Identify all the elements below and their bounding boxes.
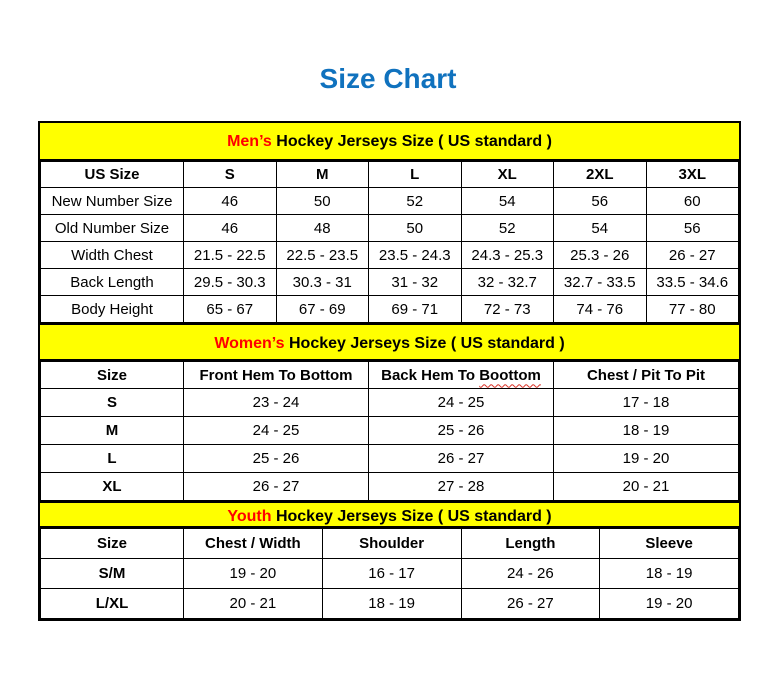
- size-value-cell: 24.3 - 25.3: [461, 242, 554, 269]
- table-row: [41, 559, 739, 589]
- mens-section-highlight: Men’s: [227, 133, 272, 150]
- size-value-cell: 20 - 21: [554, 473, 739, 501]
- youth-section-highlight: Youth: [227, 508, 272, 525]
- table-header-row: [41, 362, 739, 389]
- table-row: [41, 269, 739, 296]
- table-header-row: [41, 529, 739, 559]
- size-value-cell: 69 - 71: [369, 296, 462, 323]
- row-label: XL: [41, 473, 184, 501]
- table-row: [41, 445, 739, 473]
- youth-section-title-rest: Hockey Jerseys Size ( US standard ): [271, 508, 552, 525]
- size-value-cell: 56: [646, 215, 739, 242]
- col-header-size: Size: [41, 529, 184, 559]
- youth-size-table: [40, 528, 739, 619]
- row-label: S: [41, 389, 184, 417]
- size-value-cell: 67 - 69: [276, 296, 369, 323]
- size-value-cell: 19 - 20: [184, 559, 323, 589]
- row-label: Old Number Size: [41, 215, 184, 242]
- size-value-cell: 77 - 80: [646, 296, 739, 323]
- mens-section-title-rest: Hockey Jerseys Size ( US standard ): [271, 133, 552, 150]
- size-value-cell: 29.5 - 30.3: [184, 269, 277, 296]
- size-value-cell: 31 - 32: [369, 269, 462, 296]
- size-value-cell: 25 - 26: [184, 445, 369, 473]
- youth-section-band: [40, 501, 739, 528]
- row-label: Width Chest: [41, 242, 184, 269]
- size-value-cell: 25 - 26: [369, 417, 554, 445]
- size-value-cell: 17 - 18: [554, 389, 739, 417]
- size-value-cell: 25.3 - 26: [554, 242, 647, 269]
- size-value-cell: 65 - 67: [184, 296, 277, 323]
- size-value-cell: 56: [554, 188, 647, 215]
- size-value-cell: 18 - 19: [554, 417, 739, 445]
- size-value-cell: 27 - 28: [369, 473, 554, 501]
- table-row: [41, 473, 739, 501]
- table-row: [41, 589, 739, 619]
- col-header-m: M: [276, 162, 369, 188]
- col-header-xl: XL: [461, 162, 554, 188]
- size-value-cell: 60: [646, 188, 739, 215]
- size-value-cell: 32.7 - 33.5: [554, 269, 647, 296]
- row-label: S/M: [41, 559, 184, 589]
- size-value-cell: 23 - 24: [184, 389, 369, 417]
- womens-section-title-rest: Hockey Jerseys Size ( US standard ): [284, 335, 565, 352]
- col-header-chest-width: Chest / Width: [184, 529, 323, 559]
- size-value-cell: 46: [184, 215, 277, 242]
- size-value-cell: 26 - 27: [461, 589, 600, 619]
- size-value-cell: 23.5 - 24.3: [369, 242, 462, 269]
- size-value-cell: 16 - 17: [322, 559, 461, 589]
- size-value-cell: 30.3 - 31: [276, 269, 369, 296]
- size-value-cell: 21.5 - 22.5: [184, 242, 277, 269]
- table-row: [41, 242, 739, 269]
- womens-section-highlight: Women’s: [214, 335, 285, 352]
- size-value-cell: 32 - 32.7: [461, 269, 554, 296]
- col-header-size: Size: [41, 362, 184, 389]
- size-value-cell: 52: [461, 215, 554, 242]
- size-value-cell: 19 - 20: [554, 445, 739, 473]
- size-value-cell: 74 - 76: [554, 296, 647, 323]
- size-value-cell: 24 - 26: [461, 559, 600, 589]
- col-header-back-hem: [369, 362, 554, 389]
- size-value-cell: 26 - 27: [184, 473, 369, 501]
- size-chart-table: [38, 121, 741, 621]
- table-row: [41, 188, 739, 215]
- size-value-cell: 26 - 27: [369, 445, 554, 473]
- col-header-sleeve: Sleeve: [600, 529, 739, 559]
- mens-size-table: [40, 161, 739, 323]
- back-hem-prefix: Back Hem To: [381, 366, 480, 384]
- size-value-cell: 50: [276, 188, 369, 215]
- col-header-us-size: US Size: [41, 162, 184, 188]
- table-header-row: [41, 162, 739, 188]
- col-header-chest-pit: Chest / Pit To Pit: [554, 362, 739, 389]
- size-value-cell: 33.5 - 34.6: [646, 269, 739, 296]
- row-label: Back Length: [41, 269, 184, 296]
- size-value-cell: 20 - 21: [184, 589, 323, 619]
- row-label: L/XL: [41, 589, 184, 619]
- row-label: L: [41, 445, 184, 473]
- size-value-cell: 26 - 27: [646, 242, 739, 269]
- size-value-cell: 54: [554, 215, 647, 242]
- size-value-cell: 52: [369, 188, 462, 215]
- size-value-cell: 72 - 73: [461, 296, 554, 323]
- womens-size-table: [40, 361, 739, 501]
- table-row: [41, 296, 739, 323]
- size-value-cell: 48: [276, 215, 369, 242]
- size-value-cell: 24 - 25: [369, 389, 554, 417]
- col-header-length: Length: [461, 529, 600, 559]
- size-value-cell: 24 - 25: [184, 417, 369, 445]
- table-row: [41, 417, 739, 445]
- col-header-l: L: [369, 162, 462, 188]
- col-header-2xl: 2XL: [554, 162, 647, 188]
- size-value-cell: 50: [369, 215, 462, 242]
- col-header-shoulder: Shoulder: [322, 529, 461, 559]
- size-value-cell: 18 - 19: [322, 589, 461, 619]
- size-value-cell: 18 - 19: [600, 559, 739, 589]
- size-value-cell: 46: [184, 188, 277, 215]
- table-row: [41, 215, 739, 242]
- table-row: [41, 389, 739, 417]
- womens-section-band: [40, 323, 739, 361]
- misspelled-word-underline: Boottom: [479, 366, 541, 384]
- mens-section-band: [40, 123, 739, 161]
- size-value-cell: 54: [461, 188, 554, 215]
- size-value-cell: 22.5 - 23.5: [276, 242, 369, 269]
- row-label: New Number Size: [41, 188, 184, 215]
- page-title: Size Chart: [319, 63, 457, 94]
- col-header-s: S: [184, 162, 277, 188]
- row-label: Body Height: [41, 296, 184, 323]
- size-value-cell: 19 - 20: [600, 589, 739, 619]
- row-label: M: [41, 417, 184, 445]
- col-header-3xl: 3XL: [646, 162, 739, 188]
- col-header-front-hem: Front Hem To Bottom: [184, 362, 369, 389]
